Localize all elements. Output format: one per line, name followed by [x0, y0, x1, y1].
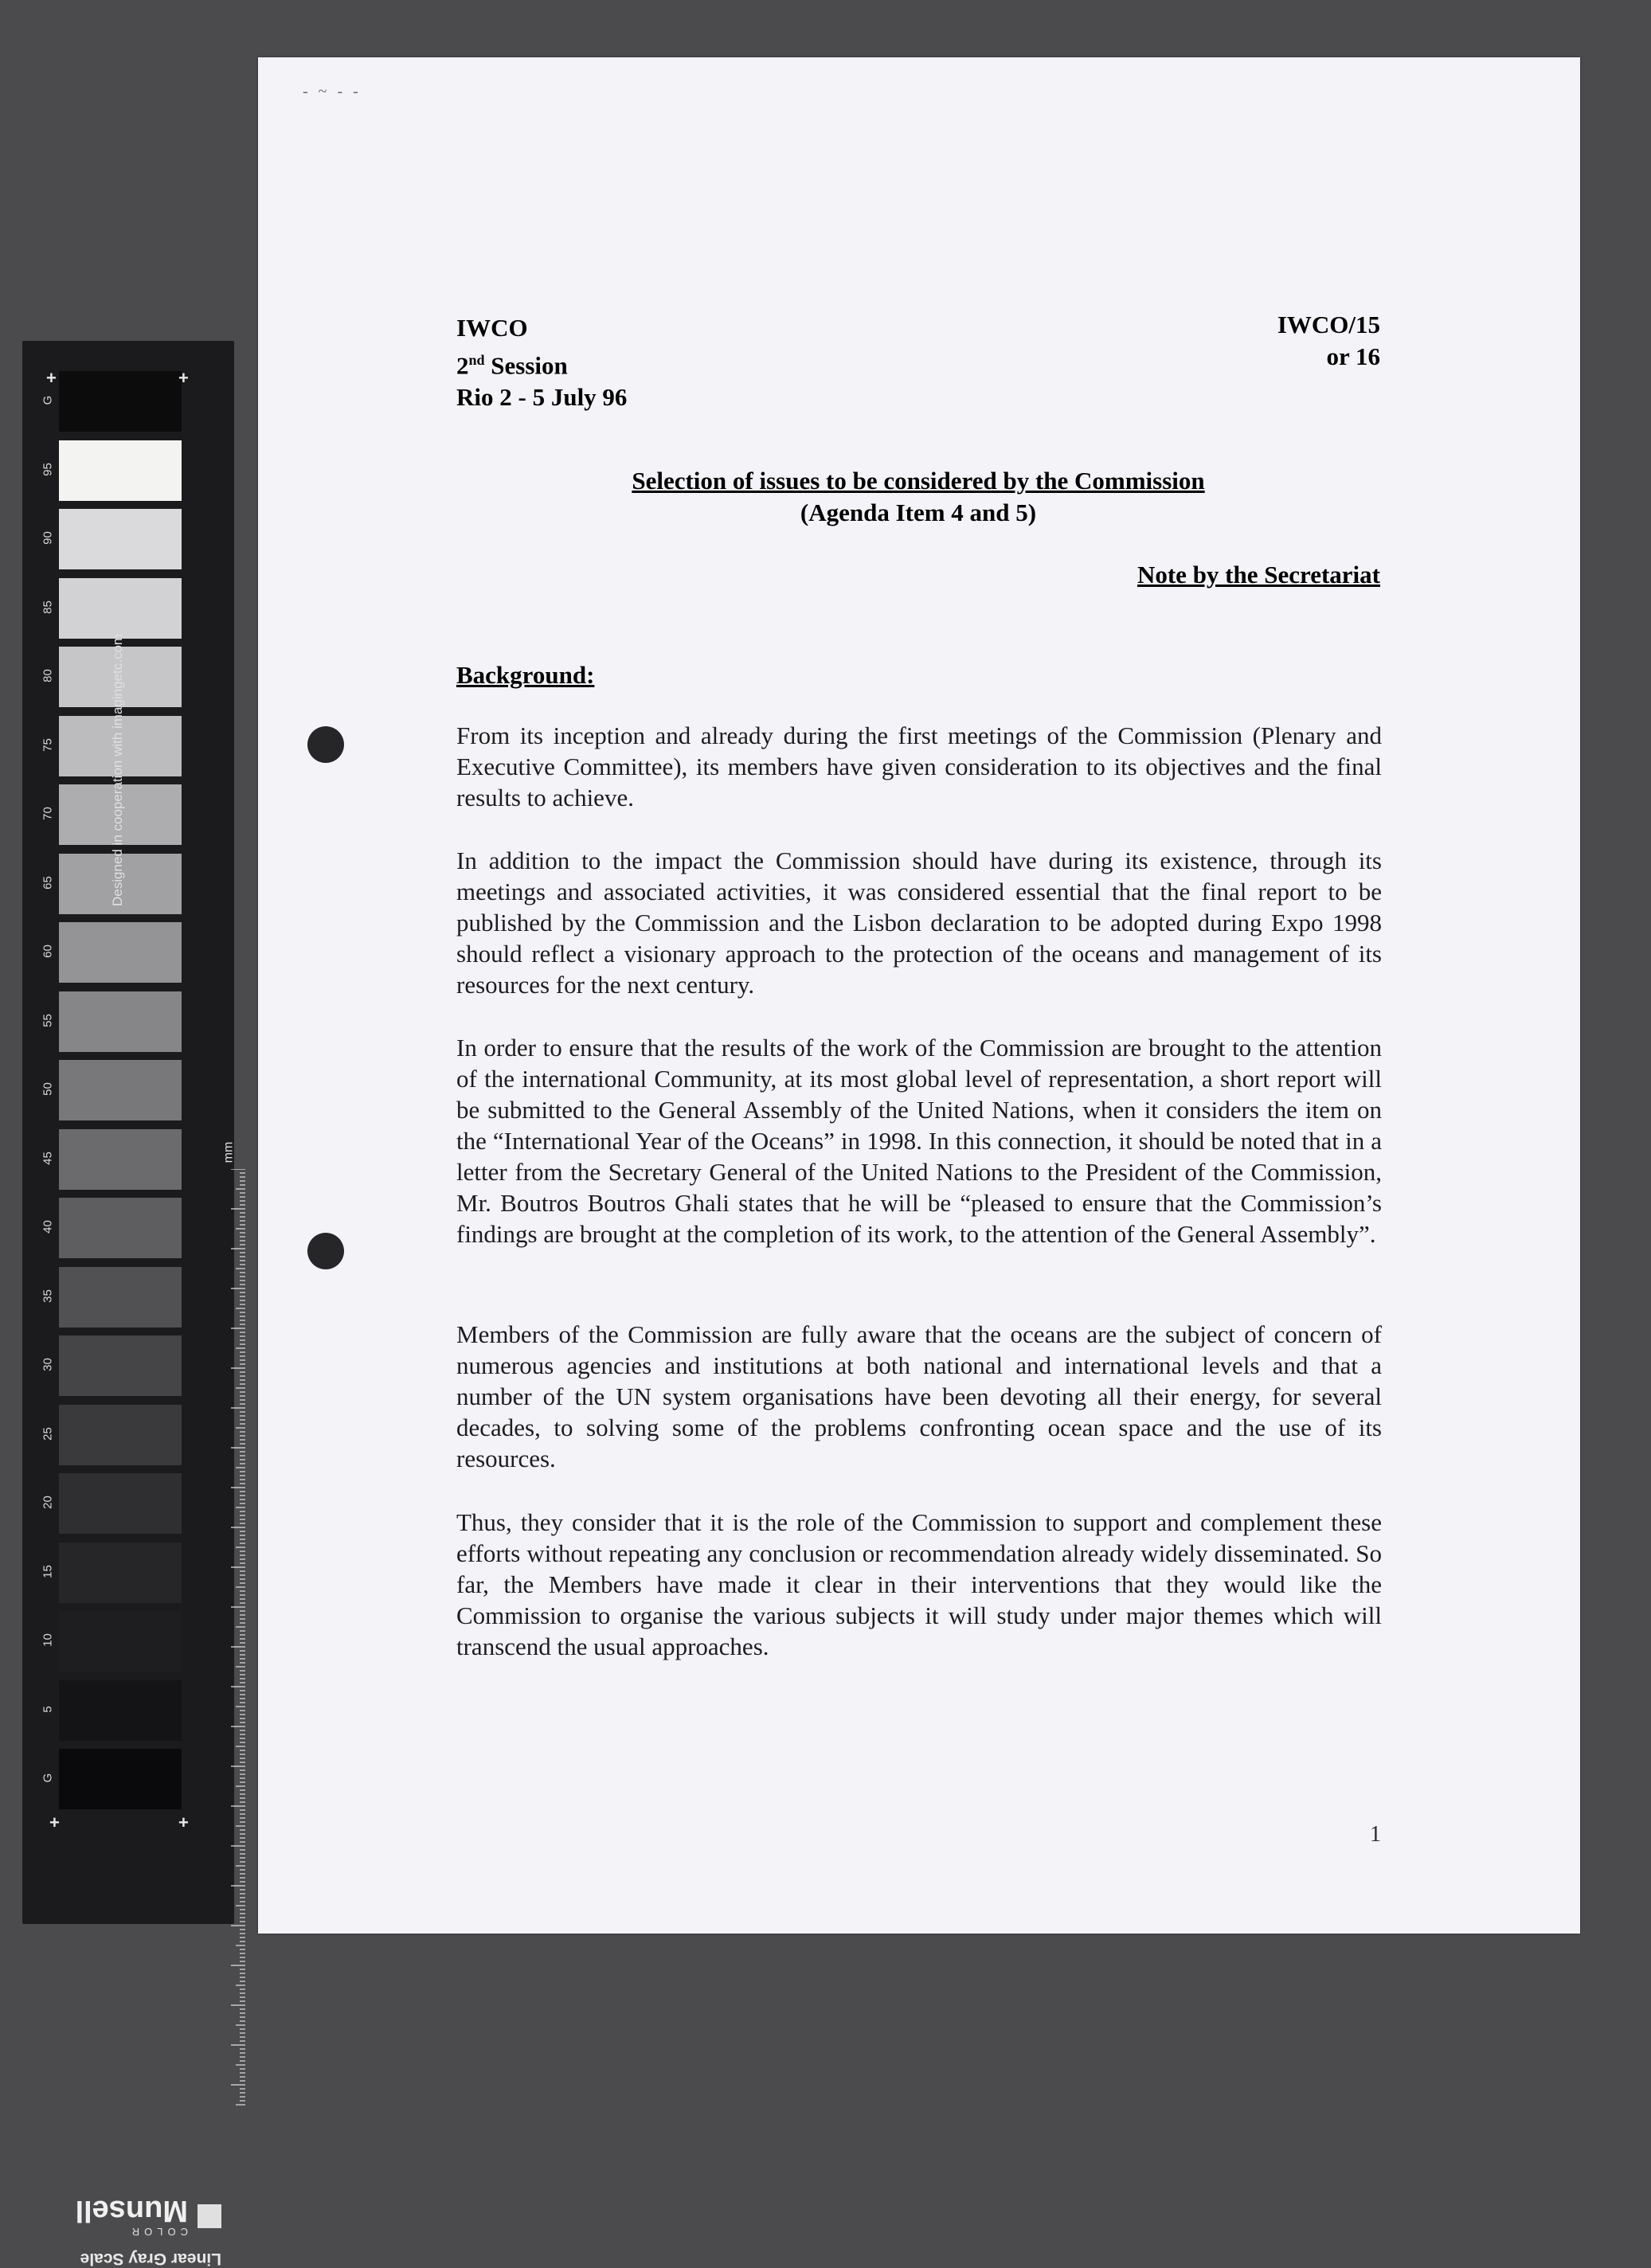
gray-swatch — [59, 440, 182, 501]
brand-subtitle: Linear Gray Scale — [80, 2250, 221, 2268]
gray-swatch — [59, 1473, 182, 1534]
plus-mark-icon: + — [46, 368, 57, 388]
scale-number: 35 — [41, 1288, 55, 1303]
document-ref: IWCO/15 — [1277, 311, 1380, 338]
paragraph: In addition to the impact the Commission should have during its existence, through its meetings and associated activities, it was considered essential that the final report to be published by the Commission and the Lisbon declaration to be adopted during Expo 1998 should reflect a visionary approach to the protection of the oceans and management of its resources for the next century. — [456, 847, 1382, 999]
gray-swatch — [59, 1749, 182, 1809]
brand-name-stack — [76, 2196, 188, 2238]
mm-ruler — [231, 1169, 245, 2109]
gray-swatch — [59, 1680, 182, 1741]
scale-number: 75 — [41, 737, 55, 752]
session-place-date: Rio 2 - 5 July 96 — [456, 383, 628, 412]
gray-swatch — [59, 922, 182, 983]
punch-hole — [307, 726, 344, 763]
scale-number: 85 — [41, 600, 55, 614]
gray-swatch — [59, 509, 182, 569]
gray-swatch — [59, 371, 182, 432]
scale-number: 55 — [41, 1013, 55, 1027]
scale-number: G — [41, 395, 55, 405]
scale-number: 5 — [41, 1705, 55, 1713]
brand-name-row — [54, 2196, 221, 2238]
section-heading: Background: — [456, 661, 595, 689]
page-number: 1 — [1370, 1822, 1381, 1847]
plus-mark-icon: + — [178, 1812, 189, 1832]
scale-number: 40 — [41, 1220, 55, 1234]
document-ref-alt: or 16 — [1326, 342, 1380, 370]
gray-swatch — [59, 1543, 182, 1603]
scale-number: 80 — [41, 669, 55, 682]
munsell-brand — [54, 2188, 221, 2268]
scale-number: 15 — [41, 1564, 55, 1578]
title-block — [456, 465, 1380, 529]
document-title: Selection of issues to be considered by the Commission — [632, 467, 1205, 495]
scale-number: 95 — [41, 462, 55, 476]
gray-swatch — [59, 1611, 182, 1672]
punch-hole — [307, 1233, 344, 1269]
paragraph: Thus, they consider that it is the role of the Commission to support and complement these efforts without repeating any conclusion or recommendation already widely disseminated. So far, the Members have made it clear in their interventions that they would like the Commission to organise the various subjects it will study under major themes which will transcend the usual approaches. — [456, 1508, 1382, 1660]
gray-swatch — [59, 1198, 182, 1258]
document-subtitle: (Agenda Item 4 and 5) — [800, 499, 1037, 526]
gray-swatch — [59, 1405, 182, 1465]
brand-name: Munsell — [75, 2194, 188, 2227]
scale-number: 25 — [41, 1426, 55, 1441]
pen-mark: ‐ ~ ‐ ‐ — [303, 83, 362, 100]
gray-swatch — [59, 1060, 182, 1120]
header-left — [456, 312, 627, 413]
paragraph: From its inception and already during the first meetings of the Commission (Plenary and Executive Committee), its members have given consideration to its objectives and the final results to achieve. — [456, 721, 1382, 811]
session-line: 2nd Session — [456, 351, 568, 380]
gray-swatch — [59, 1129, 182, 1190]
scale-number: 70 — [41, 807, 55, 820]
scale-number: 60 — [41, 944, 55, 958]
scale-number: G — [41, 1773, 55, 1783]
header-right — [1179, 309, 1380, 373]
scale-number: 10 — [41, 1633, 55, 1647]
gray-scale-card — [22, 341, 236, 2268]
mm-label: mm — [221, 1141, 236, 1163]
paragraph: In order to ensure that the results of the work of the Commission are brought to the attention of the international Community, at its most global level of representation, a short report will be submitted to the General Assembly of the United Nations, when it considers the item on the “International Year of the Oceans” in 1998. In this connection, it should be noted that in a letter from the Secretary General of the United Nations to the President of the Commission, Mr. Boutros Boutros Ghali states that he will be “pleased to ensure that the Commission’s findings are brought at the completion of its work, to the attention of the General Assembly”. — [456, 1034, 1382, 1248]
gray-swatch — [59, 1335, 182, 1396]
scale-credit: Designed in cooperation with imagingetc.com — [110, 633, 125, 906]
plus-mark-icon: + — [49, 1812, 60, 1832]
note-line: Note by the Secretariat — [1137, 561, 1380, 589]
plus-mark-icon: + — [178, 368, 189, 388]
scale-number: 65 — [41, 875, 55, 890]
scale-number: 20 — [41, 1496, 55, 1509]
scale-number: 90 — [41, 531, 55, 545]
gray-swatch — [59, 1267, 182, 1328]
brand-color-word: COLOR — [127, 2226, 188, 2238]
scale-number: 30 — [41, 1358, 55, 1371]
scale-number: 45 — [41, 1151, 55, 1165]
scale-number: 50 — [41, 1082, 55, 1096]
gray-swatch — [59, 991, 182, 1052]
org-name: IWCO — [456, 314, 528, 342]
munsell-logo-icon — [198, 2205, 221, 2229]
paragraph: Members of the Commission are fully aware that the oceans are the subject of concern of numerous agencies and institutions at both national and international levels and that a number of the UN system organisations have been devoting all their energy, for several decades, to solving some of the problems confronting ocean space and the use of its resources. — [456, 1320, 1382, 1472]
